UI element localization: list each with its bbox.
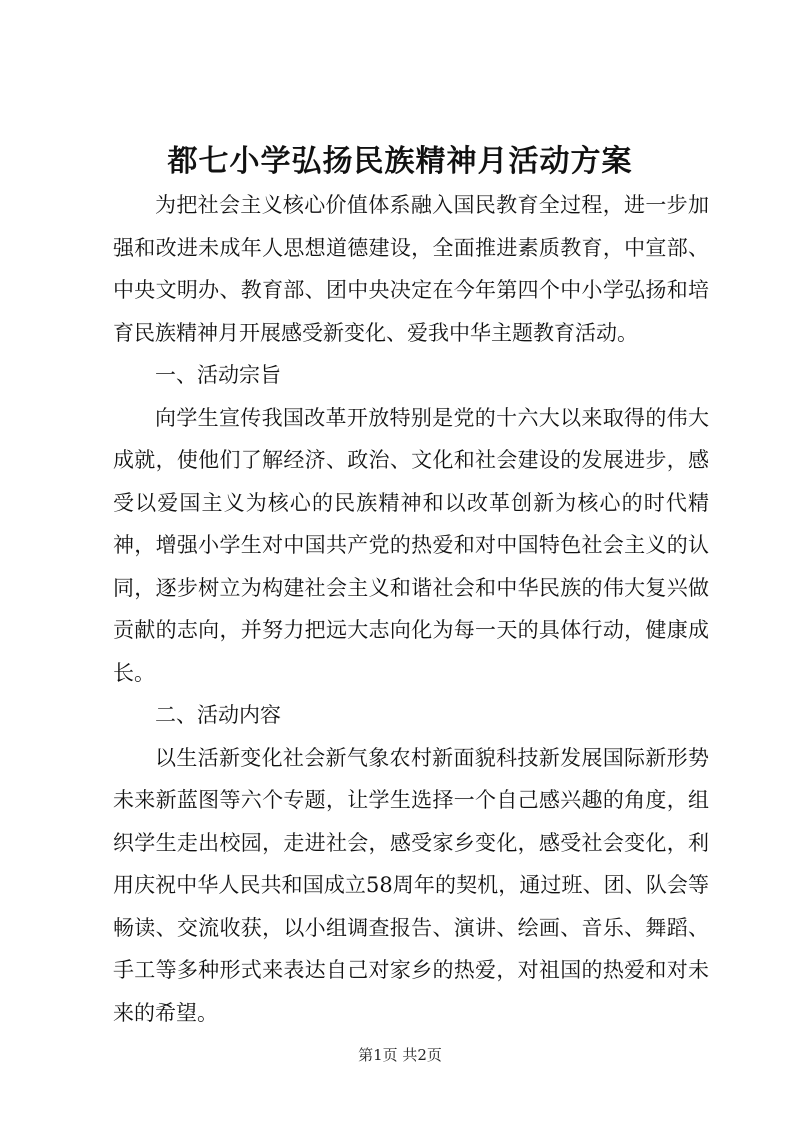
purpose-paragraph: 向学生宣传我国改革开放特别是党的十六大以来取得的伟大成就，使他们了解经济、政治、文化和社会建设的发展进步，感受以爱国主义为核心的民族精神和以改革创新为核心的时代精神，增强小学生对中国共产党的热爱和对中国特色社会主义的认同，逐步树立为构建社会主义和谐社会和中华民族的伟大复兴做贡献的志向，并努力把远大志向化为每一天的具体行动，健康成长。: [113, 405, 709, 685]
document-body: [113, 184, 709, 1034]
section-heading-purpose: 一、活动宗旨: [155, 363, 281, 387]
content-paragraph: 以生活新变化社会新气象农村新面貌科技新发展国际新形势未来新蓝图等六个专题，让学生选择一个自己感兴趣的角度，组织学生走出校园，走进社会，感受家乡变化，感受社会变化，利用庆祝中华人民共和国成立58周年的契机，通过班、团、队会等畅读、交流收获，以小组调查报告、演讲、绘画、音乐、舞蹈、手工等多种形式来表达自己对家乡的热爱，对祖国的热爱和对未来的希望。: [113, 745, 709, 1025]
document-title: 都七小学弘扬民族精神月活动方案: [167, 144, 633, 179]
intro-paragraph: 为把社会主义核心价值体系融入国民教育全过程，进一步加强和改进未成年人思想道德建设，全面推进素质教育，中宣部、中央文明办、教育部、团中央决定在今年第四个中小学弘扬和培育民族精神月开展感受新变化、爱我中华主题教育活动。: [113, 193, 709, 345]
section-heading-content: 二、活动内容: [155, 703, 281, 727]
page-number: 第1页 共2页: [358, 1046, 442, 1064]
